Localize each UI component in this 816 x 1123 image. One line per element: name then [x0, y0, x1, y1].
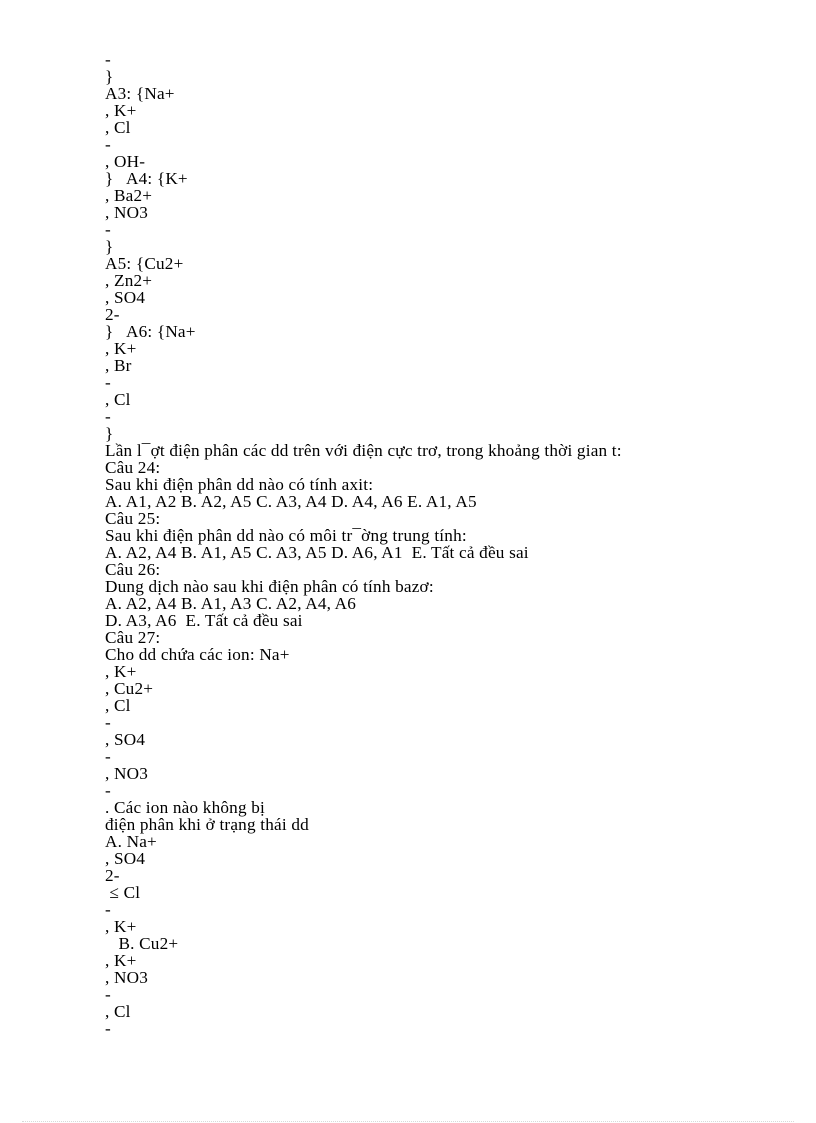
question-label: Câu 25:	[105, 509, 161, 528]
answer-options: A. A2, A4 B. A1, A5 C. A3, A5 D. A6, A1 E. Tất cả đều sai	[105, 543, 529, 562]
answer-options: D. A3, A6 E. Tất cả đều sai	[105, 611, 303, 630]
text-line: , SO4	[105, 849, 146, 868]
text-line: , NO3	[105, 968, 149, 987]
text-line: , NO3	[105, 203, 149, 222]
text-line: Sau khi điện phân dd nào có tính axit:	[105, 475, 374, 494]
text-line: A3: {Na+	[105, 84, 175, 103]
text-line: , Br	[105, 356, 132, 375]
text-line: , Cl	[105, 696, 131, 715]
question-label: Câu 27:	[105, 628, 161, 647]
text-line: Cho dd chứa các ion: Na+	[105, 645, 290, 664]
text-line: điện phân khi ở trạng thái dd	[105, 815, 309, 834]
text-line: , K+	[105, 917, 137, 936]
text-line: , Zn2+	[105, 271, 153, 290]
text-line: Lần l¯ợt điện phân các dd trên với điện cực trơ, trong khoảng thời gian t:	[105, 441, 622, 460]
text-line: , Cu2+	[105, 679, 154, 698]
text-line: }	[105, 237, 114, 256]
text-line: }	[105, 67, 114, 86]
text-line: Sau khi điện phân dd nào có môi tr¯ờng trung tính:	[105, 526, 467, 545]
text-line: -	[105, 713, 111, 732]
text-line: A5: {Cu2+	[105, 254, 184, 273]
text-line: 2-	[105, 866, 120, 885]
page-bottom-divider	[22, 1121, 794, 1122]
text-line: -	[105, 220, 111, 239]
text-line: . Các ion nào không bị	[105, 798, 266, 817]
text-line: -	[105, 1019, 111, 1038]
text-line: ≤ Cl	[105, 883, 141, 902]
text-line: -	[105, 900, 111, 919]
text-line: , Cl	[105, 118, 131, 137]
answer-options: A. A1, A2 B. A2, A5 C. A3, A4 D. A4, A6 E. A1, A5	[105, 492, 477, 511]
text-line: -	[105, 135, 111, 154]
text-line: , K+	[105, 339, 137, 358]
text-line: }	[105, 424, 114, 443]
text-line: , Cl	[105, 1002, 131, 1021]
text-line: -	[105, 781, 111, 800]
answer-options: A. A2, A4 B. A1, A3 C. A2, A4, A6	[105, 594, 357, 613]
text-line: , SO4	[105, 730, 146, 749]
text-line: } A6: {Na+	[105, 322, 196, 341]
text-line: , SO4	[105, 288, 146, 307]
question-label: Câu 26:	[105, 560, 161, 579]
document-body	[105, 51, 795, 1037]
answer-options: B. Cu2+	[105, 934, 179, 953]
text-line: Dung dịch nào sau khi điện phân có tính bazơ:	[105, 577, 434, 596]
text-line: -	[105, 373, 111, 392]
text-line: -	[105, 407, 111, 426]
text-line: } A4: {K+	[105, 169, 188, 188]
text-line: , OH-	[105, 152, 146, 171]
text-line: -	[105, 985, 111, 1004]
text-line: , Cl	[105, 390, 131, 409]
text-line: -	[105, 747, 111, 766]
text-line: , K+	[105, 662, 137, 681]
text-line: -	[105, 50, 111, 69]
question-label: Câu 24:	[105, 458, 161, 477]
answer-options: A. Na+	[105, 832, 157, 851]
text-line: , NO3	[105, 764, 149, 783]
text-line: , Ba2+	[105, 186, 153, 205]
text-line: 2-	[105, 305, 120, 324]
text-line: , K+	[105, 951, 137, 970]
text-line: , K+	[105, 101, 137, 120]
